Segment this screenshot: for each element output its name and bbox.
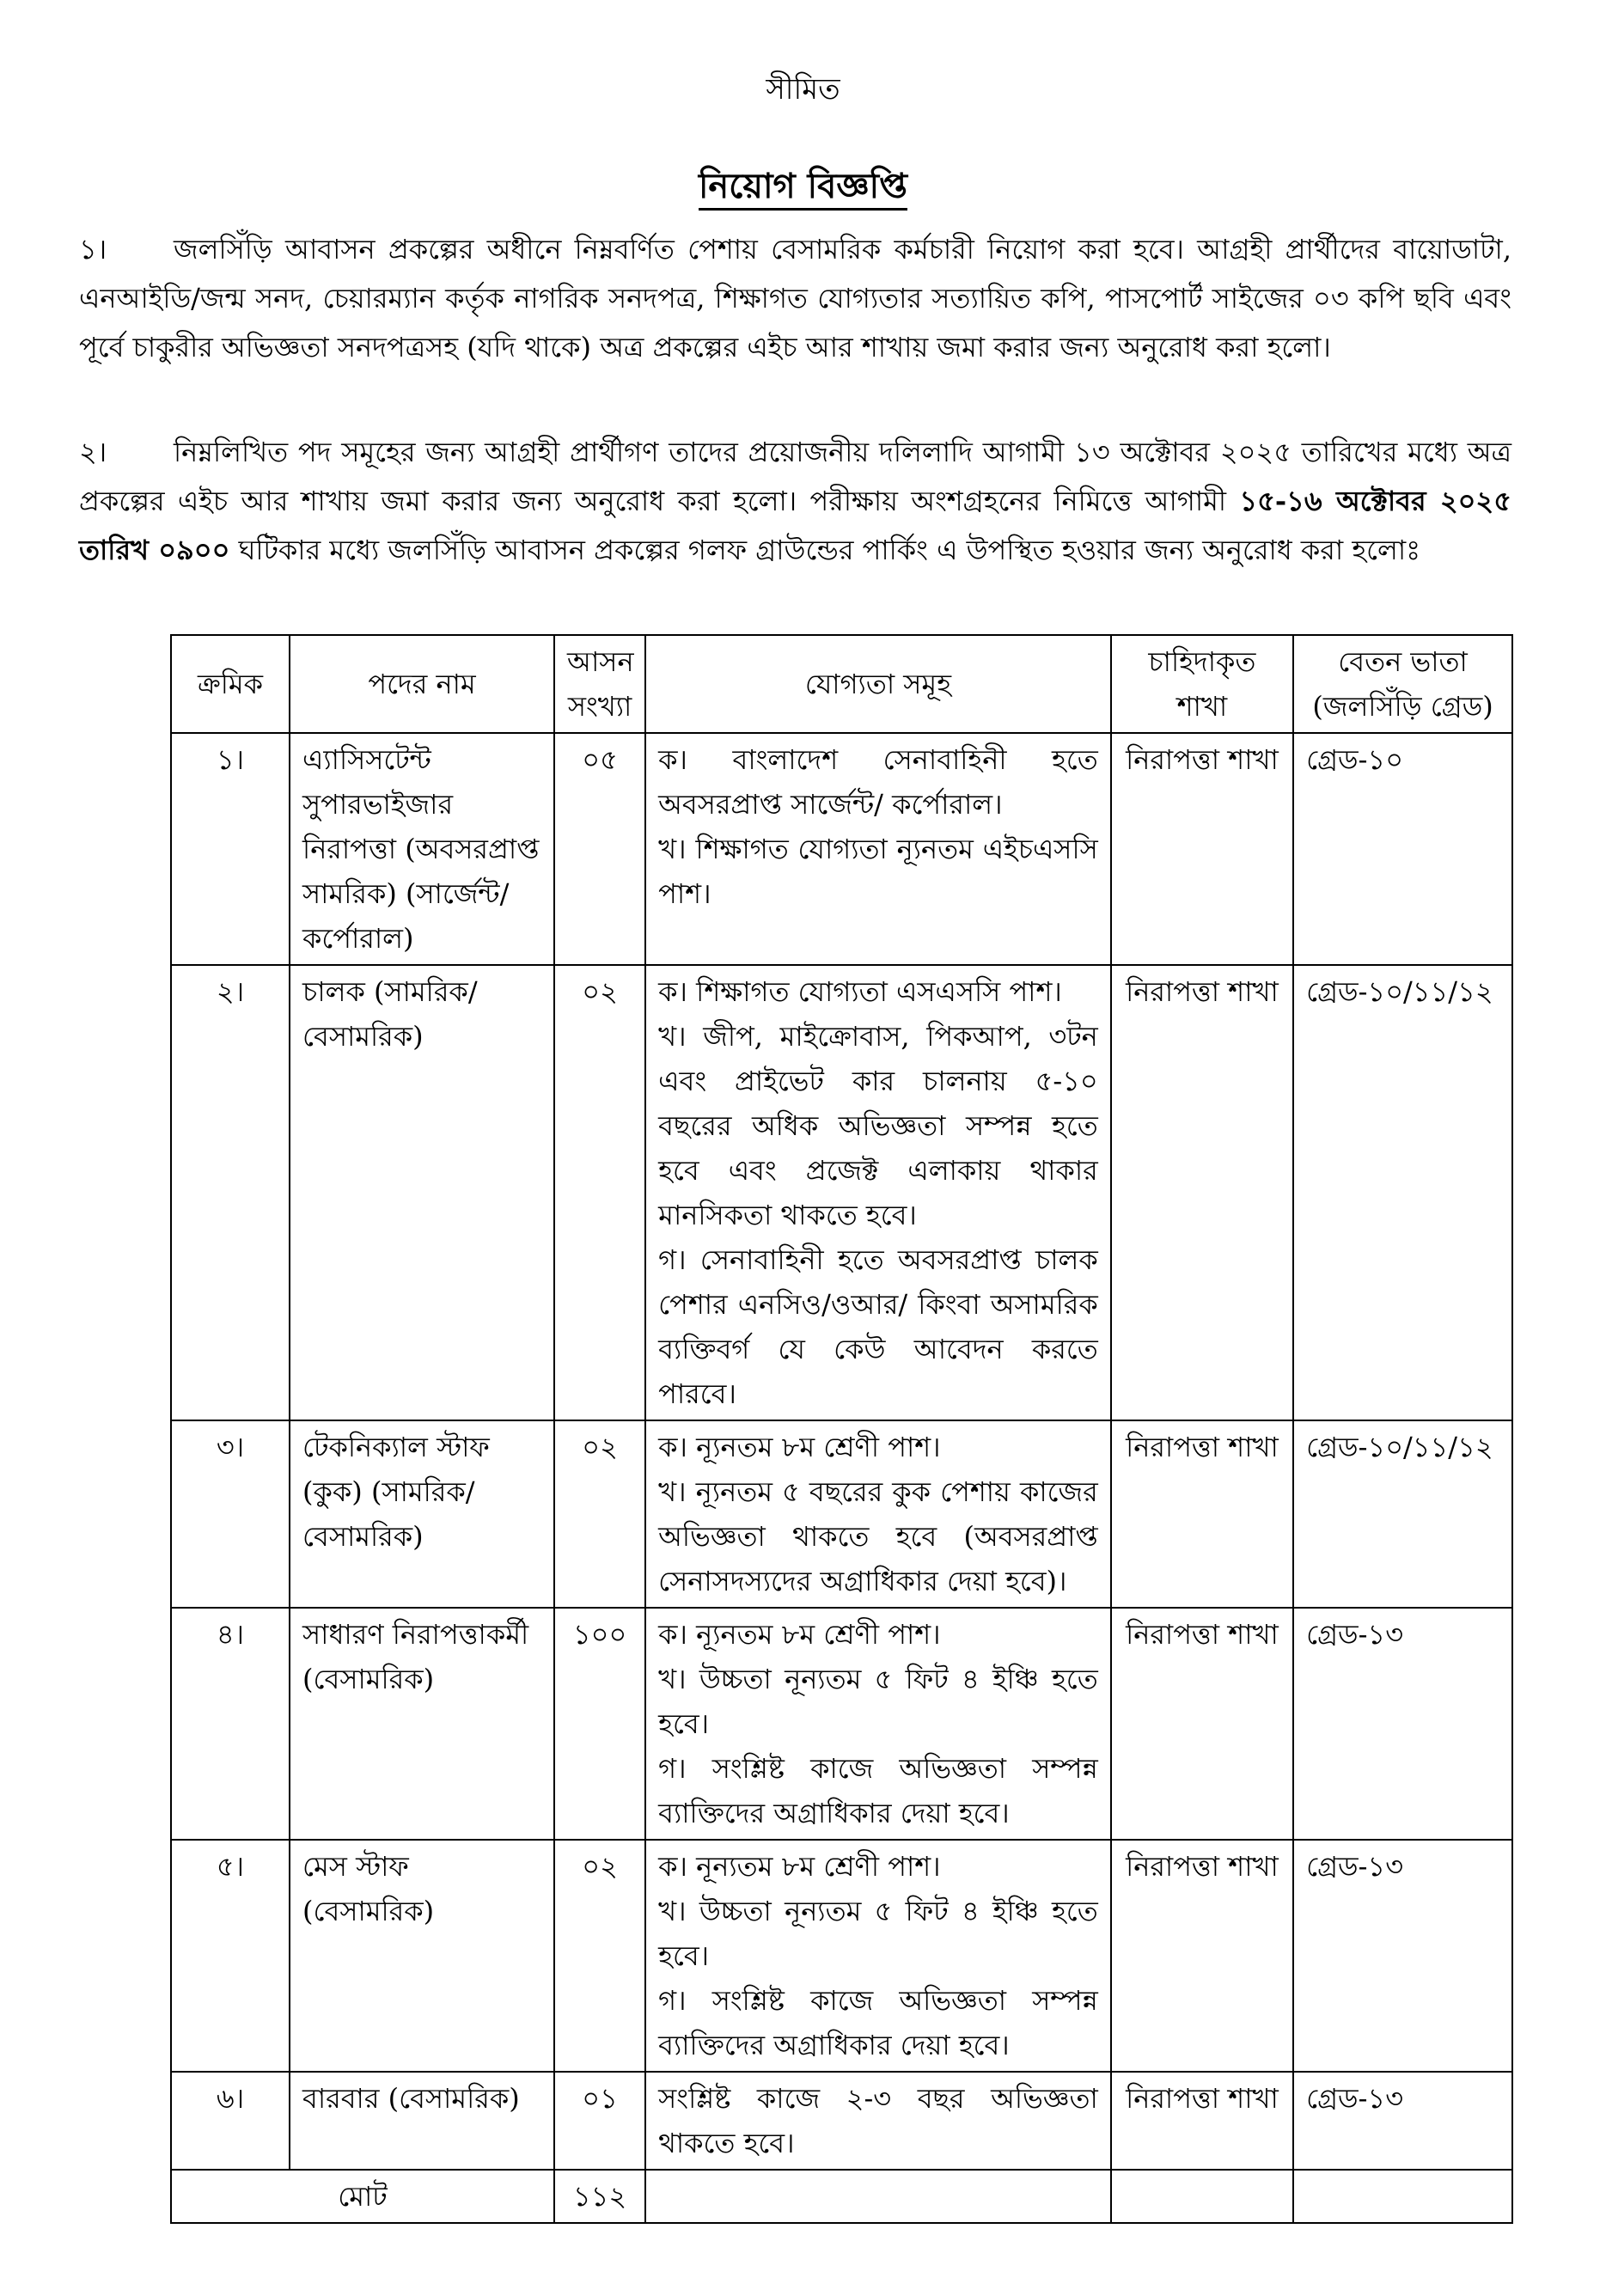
row-grade: গ্রেড-১৩	[1293, 1608, 1512, 1840]
qualification-item: গ। সংশ্লিষ্ট কাজে অভিজ্ঞতা সম্পন্ন ব্যাক্তিদের অগ্রাধিকার দেয়া হবে।	[658, 1984, 1098, 2061]
qualification-item: ক। ন্যূনতম ৮ম শ্রেণী পাশ।	[658, 1618, 941, 1651]
total-empty-cell	[1111, 2170, 1293, 2223]
table-row	[171, 1608, 1512, 1840]
row-qualifications	[645, 1608, 1111, 1840]
row-serial: ৩।	[171, 1420, 290, 1608]
table-body	[171, 733, 1512, 2170]
row-branch: নিরাপত্তা শাখা	[1111, 965, 1293, 1420]
qualification-item: খ। উচ্চতা নূন্যতম ৫ ফিট ৪ ইঞ্চি হতে হবে।	[658, 1895, 1098, 1972]
row-grade: গ্রেড-১০	[1293, 733, 1512, 965]
posts-table	[170, 634, 1513, 2224]
paragraph-1-number: ১।	[79, 233, 107, 266]
row-seat-count: ০১	[554, 2072, 645, 2170]
qualification-item: গ। সংশ্লিষ্ট কাজে অভিজ্ঞতা সম্পন্ন ব্যাক্তিদের অগ্রাধিকার দেয়া হবে।	[658, 1752, 1098, 1829]
qualification-item: গ। সেনাবাহিনী হতে অবসরপ্রাপ্ত চালক পেশার এনসিও/ওআর/ কিংবা অসামরিক ব্যক্তিবর্গ যে কেউ আবেদন করতে পারবে।	[658, 1243, 1098, 1410]
paragraph-2-text-a: নিম্নলিখিত পদ সমূহের জন্য আগ্রহী প্রার্থীগণ তাদের প্রয়োজনীয় দলিলাদি আগামী ১৩ অক্টোবর ২০২৫ তারিখের মধ্যে অত্র প্রকল্পের এইচ আর শাখায় জমা করার জন্য অনুরোধ করা হলো। পরীক্ষায় অংশগ্রহনের নিমিত্তে আগামী	[79, 436, 1511, 517]
table-row	[171, 733, 1512, 965]
row-serial: ৫।	[171, 1840, 290, 2072]
paragraph-2-number: ২।	[79, 436, 107, 468]
row-serial: ৪।	[171, 1608, 290, 1840]
table-header-row	[171, 635, 1512, 733]
paragraph-1-text: জলসিঁড়ি আবাসন প্রকল্পের অধীনে নিম্নবর্ণিত পেশায় বেসামরিক কর্মচারী নিয়োগ করা হবে। আগ্রহী প্রার্থীদের বায়োডাটা, এনআইডি/জন্ম সনদ, চেয়ারম্যান কর্তৃক নাগরিক সনদপত্র, শিক্ষাগত যোগ্যতার সত্যায়িত কপি, পাসপোর্ট সাইজের ০৩ কপি ছবি এবং পূর্বে চাকুরীর অভিজ্ঞতা সনদপত্রসহ (যদি থাকে) অত্র প্রকল্পের এইচ আর শাখায় জমা করার জন্য অনুরোধ করা হলো।	[79, 233, 1511, 363]
row-serial: ১।	[171, 733, 290, 965]
total-empty-cell	[1293, 2170, 1512, 2223]
row-grade: গ্রেড-১৩	[1293, 1840, 1512, 2072]
table-row	[171, 1840, 1512, 2072]
header-serial: ক্রমিক	[171, 635, 290, 733]
row-seat-count: ০২	[554, 1420, 645, 1608]
table-row	[171, 2072, 1512, 2170]
classification-label: সীমিত	[766, 72, 840, 107]
qualification-item: খ। জীপ, মাইক্রোবাস, পিকআপ, ৩টন এবং প্রাইভেট কার চালনায় ৫-১০ বছরের অধিক অভিজ্ঞতা সম্পন্ন হতে হবে এবং প্রজেক্ট এলাকায় থাকার মানসিকতা থাকতে হবে।	[658, 1020, 1098, 1231]
row-post-name: মেস স্টাফ (বেসামরিক)	[290, 1840, 554, 2072]
row-post-name: সাধারণ নিরাপত্তাকর্মী (বেসামরিক)	[290, 1608, 554, 1840]
row-seat-count: ০২	[554, 1840, 645, 2072]
qualification-item: ক। ন্যূনতম ৮ম শ্রেণী পাশ।	[658, 1431, 941, 1463]
row-grade: গ্রেড-১০/১১/১২	[1293, 1420, 1512, 1608]
row-qualifications	[645, 965, 1111, 1420]
paragraph-2-text-b: ঘটিকার মধ্যে জলসিঁড়ি আবাসন প্রকল্পের গলফ গ্রাউন্ডের পার্কিং এ উপস্থিত হওয়ার জন্য অনুরোধ করা হলোঃ	[238, 534, 1421, 566]
header-branch: চাহিদাকৃত শাখা	[1111, 635, 1293, 733]
table-total-row	[171, 2170, 1512, 2223]
row-seat-count: ০৫	[554, 733, 645, 965]
qualification-item: সংশ্লিষ্ট কাজে ২-৩ বছর অভিজ্ঞতা থাকতে হবে।	[658, 2082, 1098, 2159]
row-seat-count: ০২	[554, 965, 645, 1420]
row-post-name: বারবার (বেসামরিক)	[290, 2072, 554, 2170]
qualification-item: খ। শিক্ষাগত যোগ্যতা ন্যূনতম এইচএসসি পাশ।	[658, 833, 1098, 910]
qualification-item: ক। নূন্যতম ৮ম শ্রেণী পাশ।	[658, 1850, 941, 1883]
row-branch: নিরাপত্তা শাখা	[1111, 1840, 1293, 2072]
qualification-item: ক। শিক্ষাগত যোগ্যতা এসএসসি পাশ।	[658, 975, 1062, 1008]
page-title	[0, 159, 1606, 217]
qualification-item: খ। উচ্চতা নূন্যতম ৫ ফিট ৪ ইঞ্চি হতে হবে।	[658, 1663, 1098, 1740]
table-row	[171, 1420, 1512, 1608]
row-post-name: টেকনিক্যাল স্টাফ (কুক) (সামরিক/বেসামরিক)	[290, 1420, 554, 1608]
header-count: আসন সংখ্যা	[554, 635, 645, 733]
row-serial: ২।	[171, 965, 290, 1420]
qualification-item: ক। বাংলাদেশ সেনাবাহিনী হতে অবসরপ্রাপ্ত সার্জেন্ট/ কর্পোরাল।	[658, 743, 1098, 821]
row-qualifications	[645, 2072, 1111, 2170]
header-grade: বেতন ভাতা (জলসিঁড়ি গ্রেড)	[1293, 635, 1512, 733]
row-post-name: চালক (সামরিক/বেসামরিক)	[290, 965, 554, 1420]
row-grade: গ্রেড-১০/১১/১২	[1293, 965, 1512, 1420]
header-qualifications: যোগ্যতা সমূহ	[645, 635, 1111, 733]
total-empty-cell	[645, 2170, 1111, 2223]
row-qualifications	[645, 1420, 1111, 1608]
row-branch: নিরাপত্তা শাখা	[1111, 2072, 1293, 2170]
row-branch: নিরাপত্তা শাখা	[1111, 1608, 1293, 1840]
row-seat-count: ১০০	[554, 1608, 645, 1840]
row-qualifications	[645, 1840, 1111, 2072]
row-post-name: এ্যাসিসটেন্ট সুপারভাইজার নিরাপত্তা (অবসরপ্রাপ্ত সামরিক) (সার্জেন্ট/কর্পোরাল)	[290, 733, 554, 965]
page-title-text: নিয়োগ বিজ্ঞপ্তি	[699, 166, 907, 211]
total-label: মোট	[171, 2170, 554, 2223]
row-serial: ৬।	[171, 2072, 290, 2170]
row-branch: নিরাপত্তা শাখা	[1111, 1420, 1293, 1608]
paragraph-2	[79, 428, 1511, 575]
table-row	[171, 965, 1512, 1420]
qualification-item: খ। ন্যূনতম ৫ বছরের কুক পেশায় কাজের অভিজ্ঞতা থাকতে হবে (অবসরপ্রাপ্ত সেনাসদস্যদের অগ্রাধিকার দেয়া হবে)।	[658, 1475, 1098, 1597]
row-branch: নিরাপত্তা শাখা	[1111, 733, 1293, 965]
row-qualifications	[645, 733, 1111, 965]
paragraph-1	[79, 225, 1511, 372]
header-name: পদের নাম	[290, 635, 554, 733]
row-grade: গ্রেড-১৩	[1293, 2072, 1512, 2170]
paragraph-2-date-bold: ১৫-১৬ অক্টোবর ২০২৫ তারিখ ০৯০০	[79, 485, 1511, 566]
total-count: ১১২	[554, 2170, 645, 2223]
